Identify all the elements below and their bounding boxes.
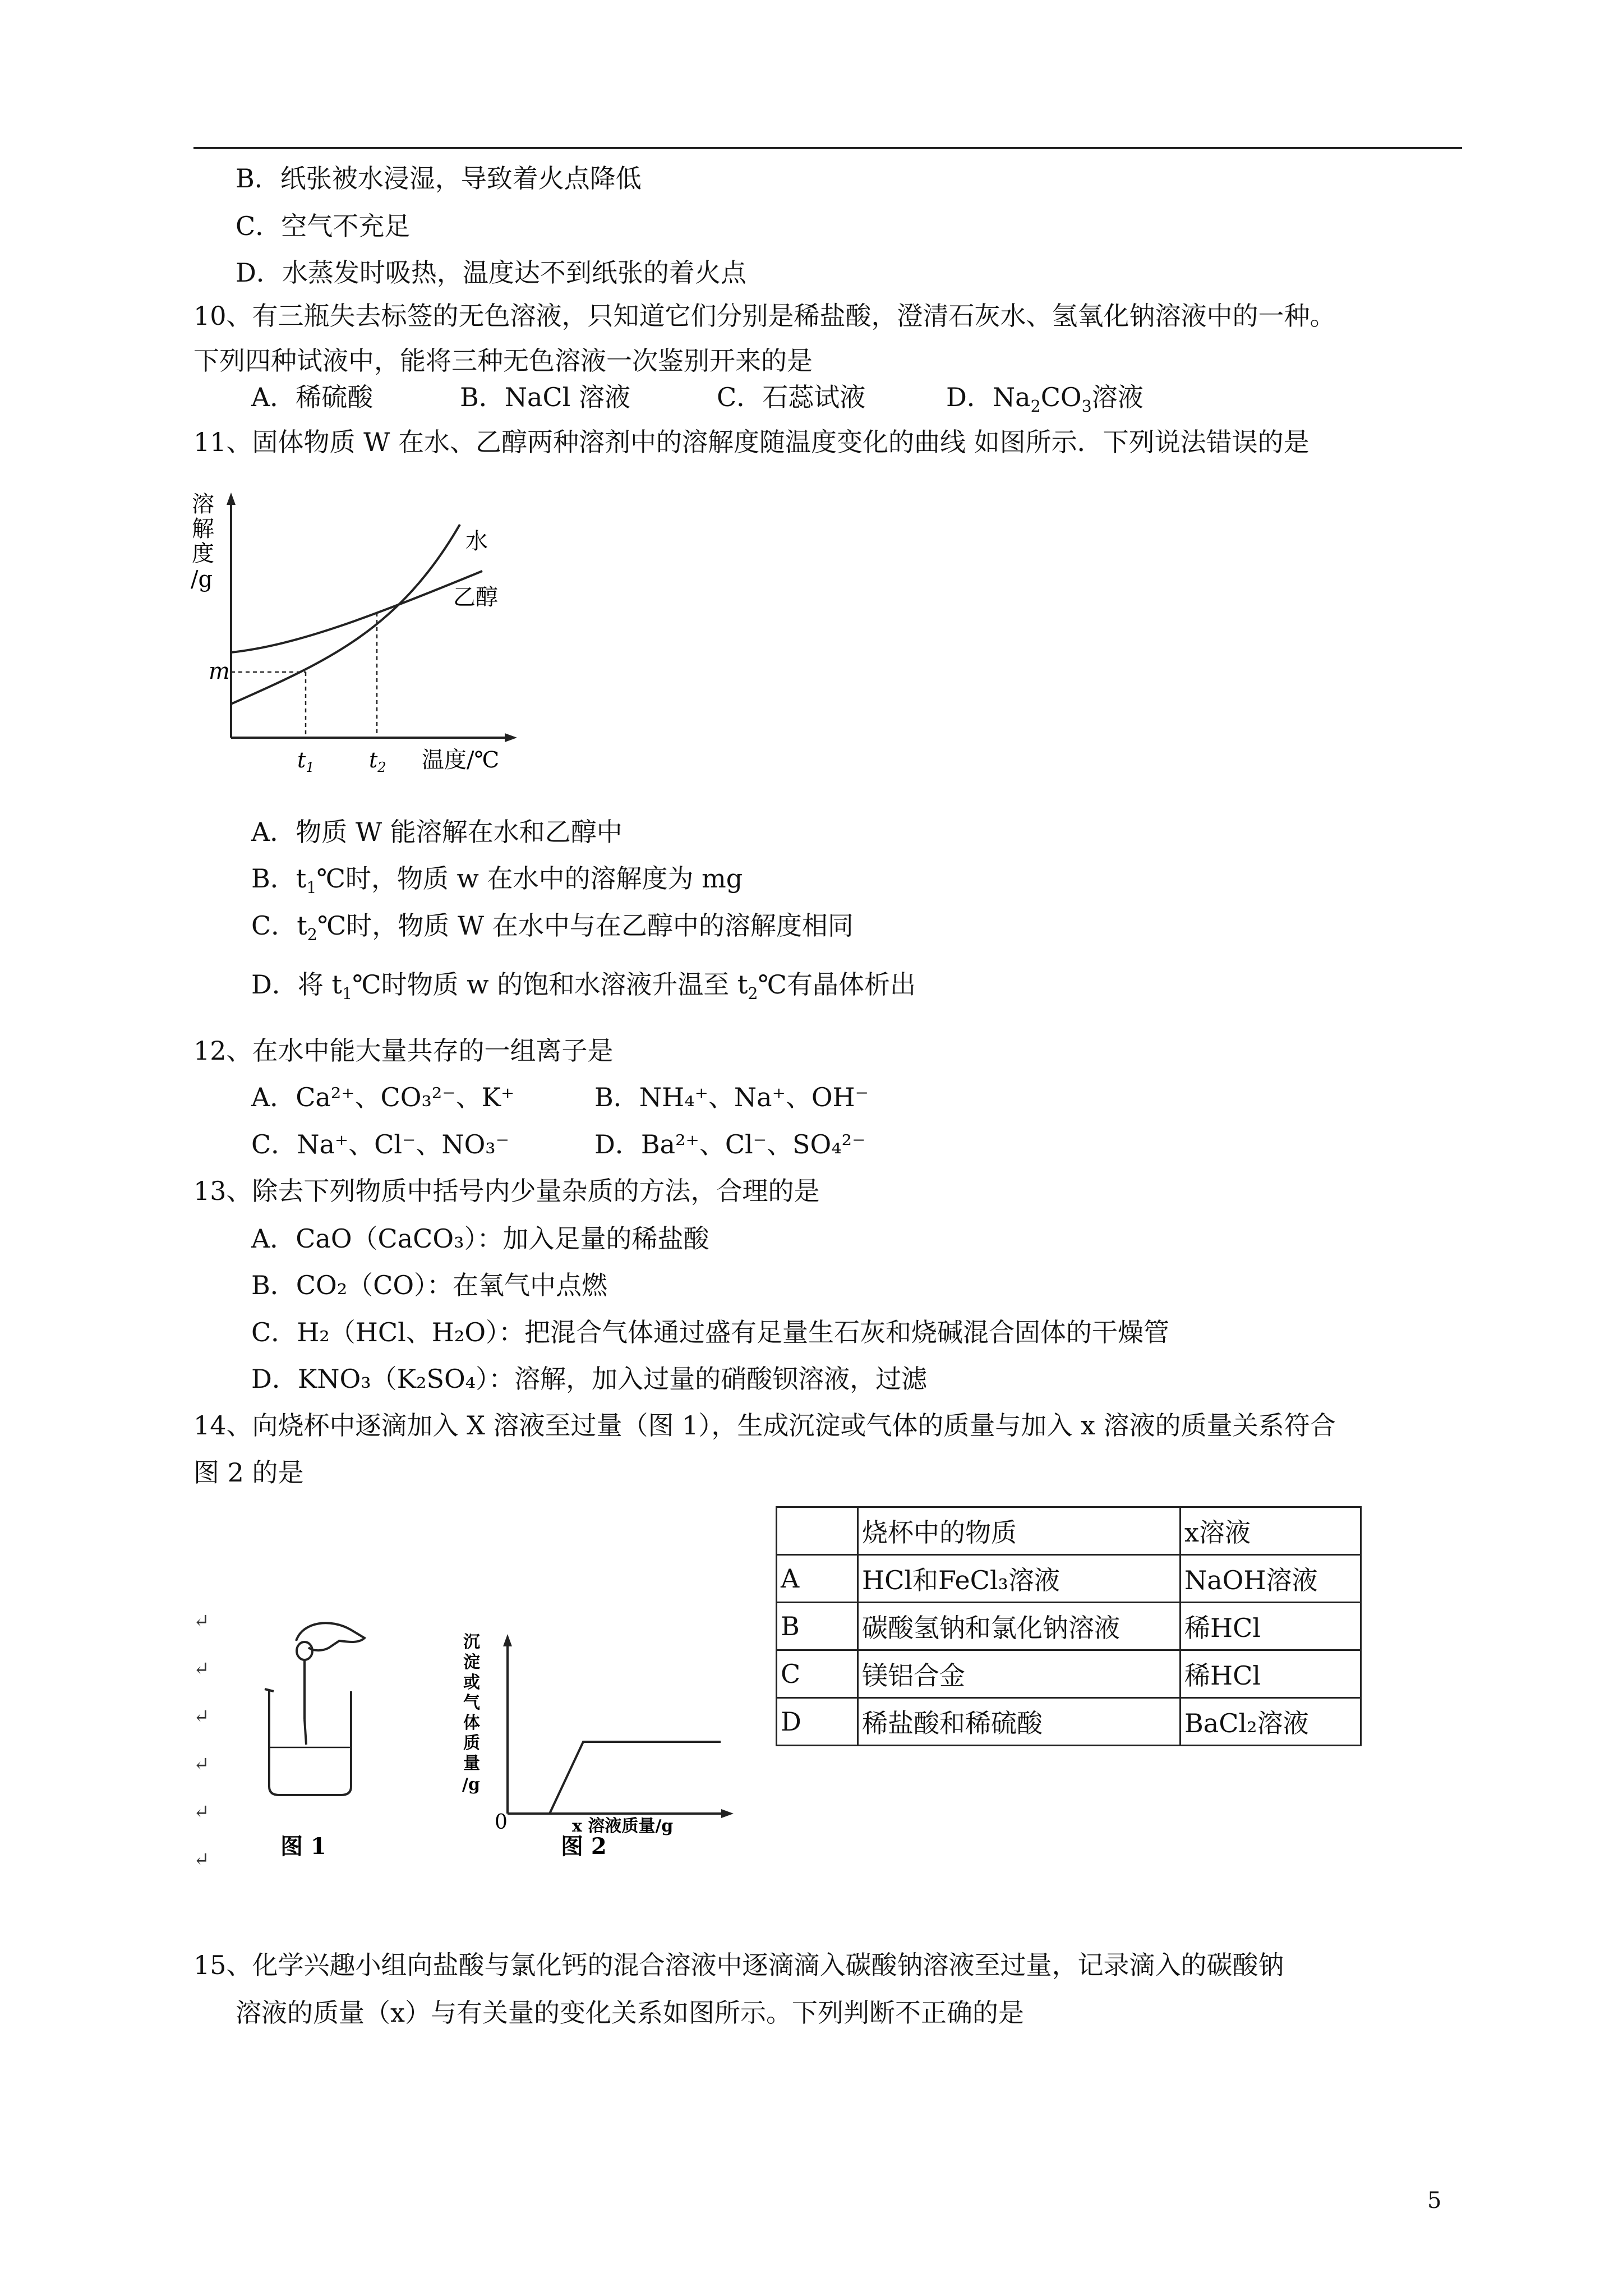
q12-option-c: C．Na⁺、Cl⁻、NO₃⁻: [251, 1129, 510, 1159]
return-mark-6: ↵: [193, 1848, 210, 1871]
q14-fig2-origin: 0: [495, 1811, 508, 1834]
q14-figures: [247, 1607, 740, 1888]
q13-option-c: C．H₂（HCl、H₂O）：把混合气体通过盛有足量生石灰和烧碱混合固体的干燥管: [251, 1317, 1170, 1347]
q11-chart-ylabel-4: /g: [191, 567, 213, 592]
return-mark-2: ↵: [193, 1658, 210, 1680]
table-cell: BaCl₂溶液: [1181, 1698, 1361, 1746]
q11-chart-label-ethanol: 乙醇: [453, 585, 498, 610]
q11-solubility-chart: [185, 482, 544, 774]
q14-fig2-x-arrow: [721, 1809, 734, 1818]
table-cell: 镁铝合金: [858, 1650, 1181, 1698]
q11-stem: 11、固体物质 W 在水、乙醇两种溶剂中的溶解度随温度变化的曲线 如图所示．下列说法错误的是: [193, 427, 1310, 457]
q14-fig2-ylabel-3: 或: [463, 1673, 480, 1692]
q14-table: [776, 1506, 1362, 1746]
q11-chart-m-label: m: [209, 659, 230, 684]
q14-fig2-label: 图 2: [561, 1833, 607, 1860]
page-number: 5: [1427, 2188, 1442, 2214]
q13-option-a: A．CaO（CaCO₃）：加入足量的稀盐酸: [251, 1223, 709, 1254]
table-cell: 稀HCl: [1181, 1603, 1361, 1650]
table-cell: 稀盐酸和稀硫酸: [858, 1698, 1181, 1746]
q12-option-d: D．Ba²⁺、Cl⁻、SO₄²⁻: [594, 1129, 866, 1159]
q15-stem-line2: 溶液的质量（x）与有关量的变化关系如图所示。下列判断不正确的是: [236, 1998, 1024, 2028]
q10-stem-line2: 下列四种试液中，能将三种无色溶液一次鉴别开来的是: [193, 346, 813, 376]
q11-chart-ylabel-1: 溶: [192, 491, 214, 517]
q12-option-a: A．Ca²⁺、CO₃²⁻、K⁺: [251, 1082, 515, 1112]
q11-option-a: A．物质 W 能溶解在水和乙醇中: [251, 817, 623, 847]
q11-chart-xlabel: 温度/℃: [422, 747, 500, 773]
q12-stem: 12、在水中能大量共存的一组离子是: [193, 1036, 614, 1066]
q10-option-a: A．稀硫酸: [251, 382, 374, 412]
table-cell: 碳酸氢钠和氯化钠溶液: [858, 1603, 1181, 1650]
q11-chart-t1-label: $t_1$: [297, 748, 315, 774]
q11-option-b: B．$t_1℃$时，物质 w 在水中的溶解度为 mg: [251, 863, 743, 898]
q14-fig2-ylabel-5: 体: [463, 1713, 480, 1733]
table-cell: HCl和FeCl₃溶液: [858, 1555, 1181, 1603]
q13-stem: 13、除去下列物质中括号内少量杂质的方法，合理的是: [193, 1176, 820, 1206]
q10-option-d: D．$Na_2CO_3$溶液: [946, 382, 1144, 416]
q13-option-d: D．KNO₃（K₂SO₄）：溶解，加入过量的硝酸钡溶液，过滤: [251, 1364, 928, 1394]
q9-option-b: B．纸张被水浸湿，导致着火点降低: [236, 163, 642, 194]
q14-fig1-apparatus: [265, 1623, 365, 1795]
table-cell: C: [777, 1650, 858, 1698]
q14-fig2-ylabel-6: 质: [463, 1733, 480, 1753]
q14-fig2-curve: [508, 1742, 721, 1814]
table-cell: NaOH溶液: [1181, 1555, 1361, 1603]
q10-stem-line1: 10、有三瓶失去标签的无色溶液，只知道它们分别是稀盐酸，澄清石灰水、氢氧化钠溶液中的一种。: [193, 301, 1336, 331]
table-cell: A: [777, 1555, 858, 1603]
q9-option-d: D．水蒸发时吸热，温度达不到纸张的着火点: [236, 257, 746, 288]
q14-stem-line1: 14、向烧杯中逐滴加入 X 溶液至过量（图 1），生成沉淀或气体的质量与加入 x 溶液的质量关系符合: [193, 1410, 1336, 1441]
q9-option-c: C．空气不充足: [236, 211, 411, 241]
q11-option-c: C．$t_2℃$时，物质 W 在水中与在乙醇中的溶解度相同: [251, 910, 854, 945]
q11-chart-x-arrow: [505, 733, 517, 742]
q14-stem-line2: 图 2 的是: [193, 1457, 304, 1488]
q14-fig2-ylabel-1: 沉: [463, 1632, 480, 1652]
q14-fig2-ylabel-4: 气: [463, 1693, 480, 1713]
q10-option-b: B．NaCl 溶液: [460, 382, 631, 412]
header-rule: [193, 147, 1462, 149]
q11-chart-t2-label: $t_2$: [369, 748, 386, 774]
q14-fig2-y-arrow: [503, 1634, 512, 1646]
q11-option-d: D．将 $t_1℃$时物质 w 的饱和水溶液升温至 $t_2℃$有晶体析出: [251, 969, 916, 1004]
q12-option-b: B．NH₄⁺、Na⁺、OH⁻: [594, 1082, 869, 1112]
table-row: [777, 1555, 1361, 1603]
q14-fig2-ylabel-7: 量: [463, 1754, 480, 1773]
table-cell: x溶液: [1181, 1507, 1361, 1555]
return-mark-1: ↵: [193, 1610, 210, 1632]
table-row: [777, 1507, 1361, 1555]
q14-fig1-label: 图 1: [280, 1833, 326, 1860]
q15-stem-line1: 15、化学兴趣小组向盐酸与氯化钙的混合溶液中逐滴滴入碳酸钠溶液至过量，记录滴入的碳酸钠: [193, 1950, 1284, 1980]
table-cell: [777, 1507, 858, 1555]
return-mark-5: ↵: [193, 1801, 210, 1823]
table-cell: 烧杯中的物质: [858, 1507, 1181, 1555]
q14-fig2-ylabel-2: 淀: [463, 1653, 480, 1672]
table-cell: 稀HCl: [1181, 1650, 1361, 1698]
return-mark-4: ↵: [193, 1753, 210, 1775]
q13-option-b: B．CO₂（CO）：在氧气中点燃: [251, 1270, 608, 1300]
q14-fig2-ylabel-8: /g: [462, 1775, 480, 1795]
table-row: [777, 1650, 1361, 1698]
q11-curve-water: [231, 524, 460, 704]
return-mark-3: ↵: [193, 1705, 210, 1728]
q10-option-c: C．石蕊试液: [717, 382, 866, 412]
q11-chart-ylabel-3: 度: [192, 541, 214, 567]
q14-fig2-xlabel: x 溶液质量/g: [572, 1816, 674, 1836]
table-row: [777, 1698, 1361, 1746]
table-cell: B: [777, 1603, 858, 1650]
table-row: [777, 1603, 1361, 1650]
q11-chart-label-water: 水: [465, 528, 488, 554]
q11-chart-ylabel-2: 解: [192, 516, 214, 542]
table-cell: D: [777, 1698, 858, 1746]
q11-chart-y-arrow: [227, 493, 236, 505]
